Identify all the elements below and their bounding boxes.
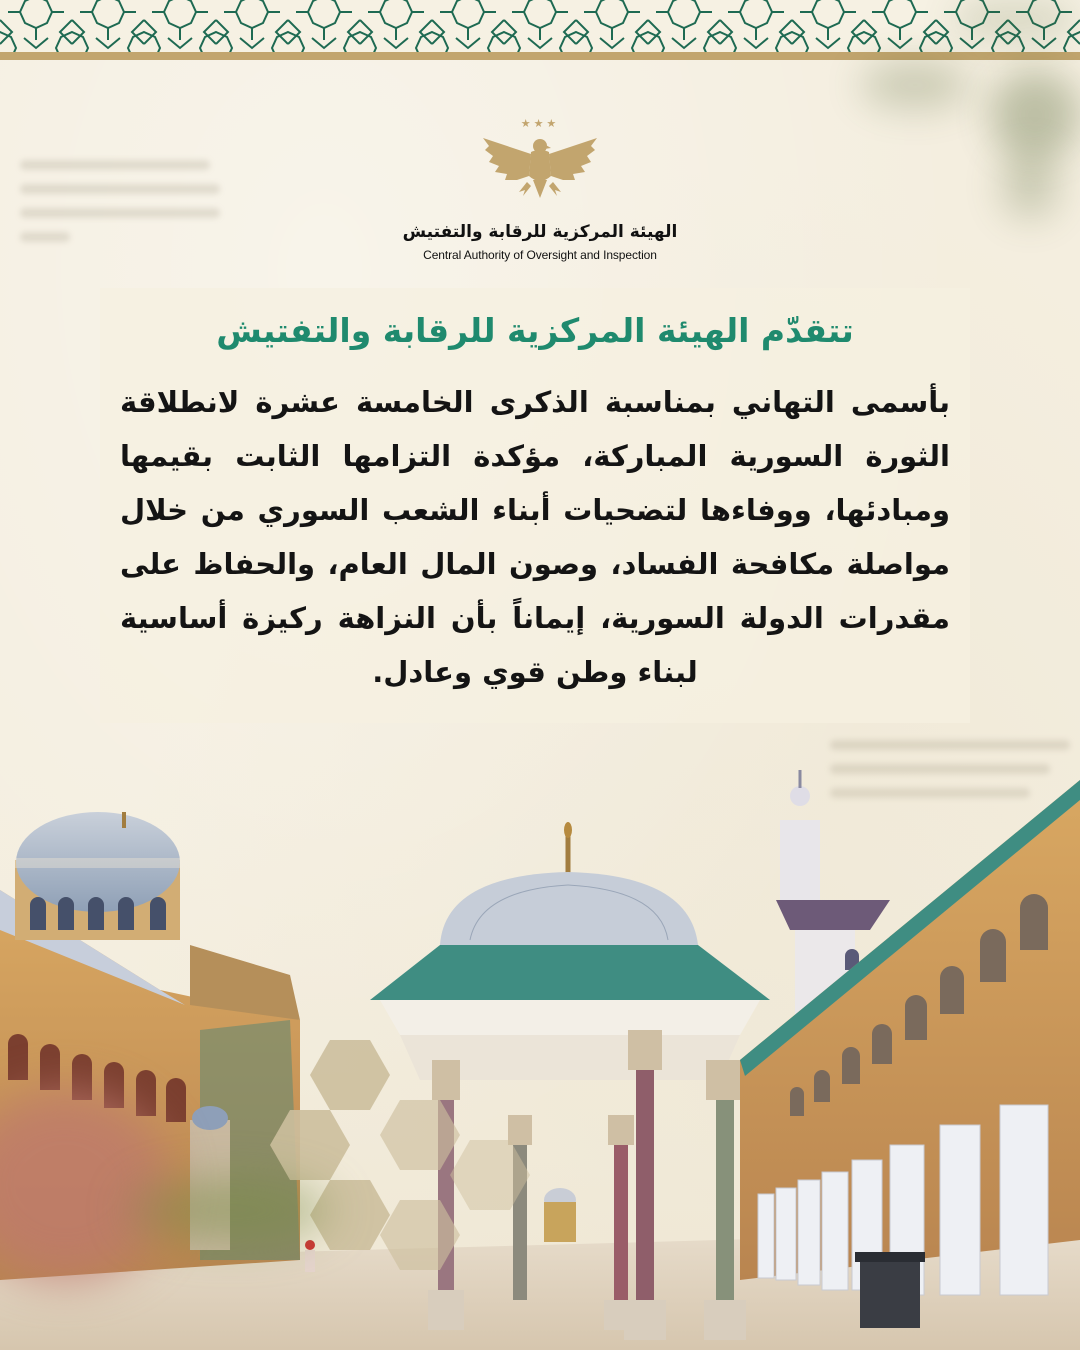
eagle-emblem-icon bbox=[481, 132, 599, 208]
leaf-shadow bbox=[990, 70, 1080, 160]
organization-name-english: Central Authority of Oversight and Inspection bbox=[423, 248, 657, 262]
blurred-leaf bbox=[130, 1180, 330, 1240]
leaf-shadow bbox=[1000, 150, 1060, 220]
headline: تتقدّم الهيئة المركزية للرقابة والتفتيش bbox=[216, 311, 854, 350]
stars-icon: ★★★ bbox=[520, 117, 560, 130]
congratulation-message: بأسمى التهاني بمناسبة الذكرى الخامسة عشرة لانطلاقة الثورة السورية المباركة، مؤكدة التزامها الثابت بقيمها ومبادئها، ووفاءها لتضحيات أبناء الشعب السوري من خلال مواصلة مكافحة الفساد، وصون المال العام، والحفاظ على مقدرات الدولة السورية، إيماناً بأن النزاهة ركيزة أساسية لبناء وطن قوي وعادل. bbox=[120, 385, 950, 689]
geometric-pattern-band bbox=[0, 0, 1080, 52]
organization-name-arabic: الهيئة المركزية للرقابة والتفتيش bbox=[402, 222, 678, 242]
organization-logo bbox=[390, 118, 690, 262]
umayyad-mosque-illustration bbox=[0, 760, 1080, 1350]
blurred-background-text bbox=[20, 160, 220, 242]
leaf-shadow bbox=[860, 60, 970, 110]
hexagon-overlay bbox=[270, 1000, 550, 1280]
gold-divider-rule bbox=[0, 52, 1080, 60]
leaf-shadow bbox=[950, 0, 1080, 40]
